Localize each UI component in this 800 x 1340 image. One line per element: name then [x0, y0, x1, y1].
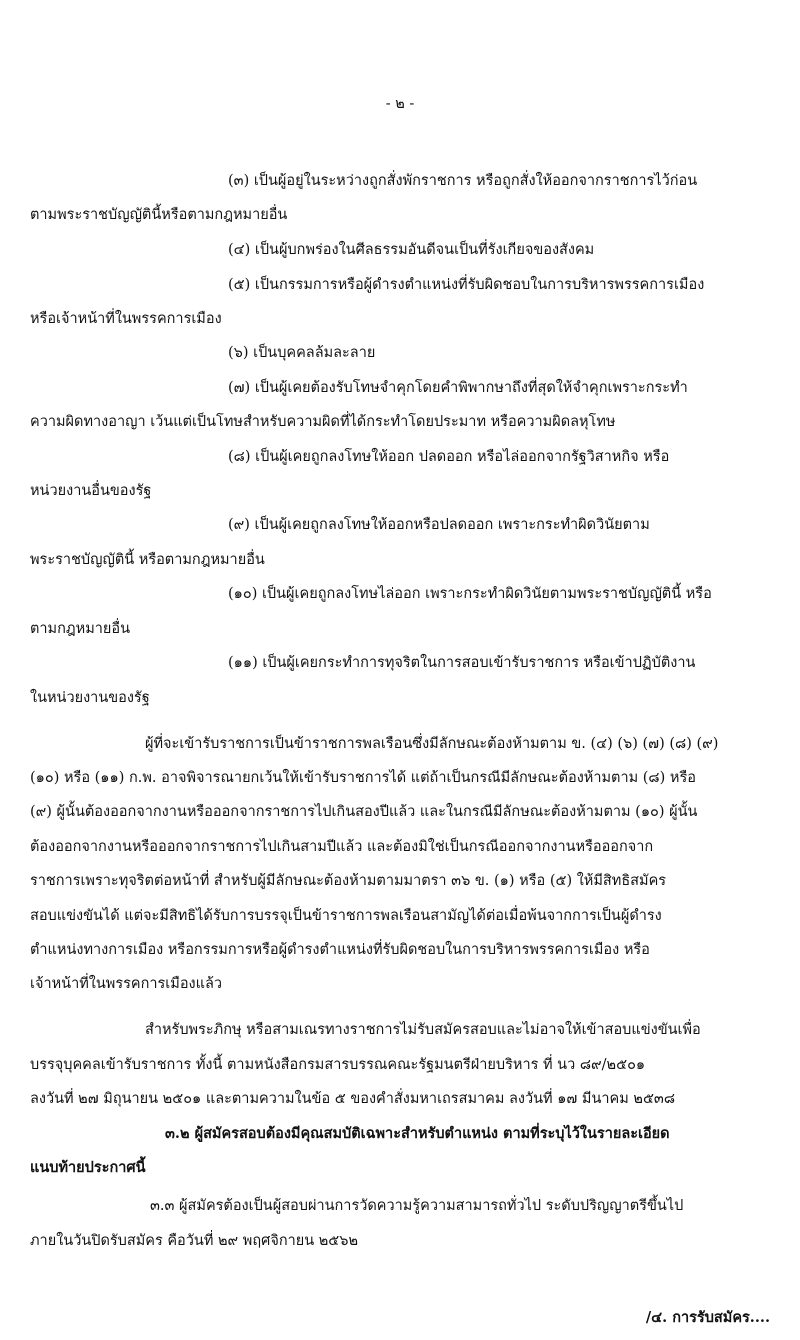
- section-3-2-line-1: ๓.๒ ผู้สมัครสอบต้องมีคุณสมบัติเฉพาะสำหรับตำแหน่ง ตามที่ระบุไว้ในรายละเอียด: [165, 1125, 670, 1142]
- clause-5-line-2: หรือเจ้าหน้าที่ในพรรคการเมือง: [30, 311, 222, 327]
- clause-8-line-2: หน่วยงานอื่นของรัฐ: [30, 483, 152, 499]
- clause-10-line-2: ตามกฎหมายอื่น: [30, 621, 131, 637]
- clause-4-line-1: (๔) เป็นผู้บกพร่องในศีลธรรมอันดีจนเป็นที่รังเกียจของสังคม: [228, 242, 595, 258]
- clause-11-line-1: (๑๑) เป็นผู้เคยกระทำการทุจริตในการสอบเข้ารับราชการ หรือเข้าปฏิบัติงาน: [228, 655, 696, 671]
- section-3-3-line-1: ๓.๓ ผู้สมัครต้องเป็นผู้สอบผ่านการวัดความรู้ความสามารถทั่วไป ระดับปริญญาตรีขึ้นไป: [150, 1198, 684, 1214]
- clause-3-line-1: (๓) เป็นผู้อยู่ในระหว่างถูกสั่งพักราชการ หรือถูกสั่งให้ออกจากราชการไว้ก่อน: [228, 173, 698, 189]
- exception-paragraph-line: (๑๐) หรือ (๑๑) ก.พ. อาจพิจารณายกเว้นให้เข้ารับราชการได้ แต่ถ้าเป็นกรณีมีลักษณะต้องห้ามตาม (๘) หรือ: [30, 770, 696, 786]
- page-number: - ๒ -: [385, 96, 415, 112]
- clause-5-line-1: (๕) เป็นกรรมการหรือผู้ดำรงตำแหน่งที่รับผิดชอบในการบริหารพรรคการเมือง: [228, 277, 705, 293]
- clause-10-line-1: (๑๐) เป็นผู้เคยถูกลงโทษไล่ออก เพราะกระทำผิดวินัยตามพระราชบัญญัตินี้ หรือ: [228, 586, 712, 602]
- clause-6-line-1: (๖) เป็นบุคคลล้มละลาย: [228, 345, 376, 361]
- monk-paragraph-line: ลงวันที่ ๒๗ มิถุนายน ๒๕๐๑ และตามความในข้อ ๕ ของคำสั่งมหาเถรสมาคม ลงวันที่ ๑๗ มีนาคม ๒๕๓๘: [30, 1091, 676, 1107]
- exception-paragraph-line: ผู้ที่จะเข้ารับราชการเป็นข้าราชการพลเรือนซึ่งมีลักษณะต้องห้ามตาม ข. (๔) (๖) (๗) (๘) (๙): [145, 736, 719, 752]
- section-3-2-line-2: แนบท้ายประกาศนี้: [30, 1159, 146, 1176]
- clause-7-line-1: (๗) เป็นผู้เคยต้องรับโทษจำคุกโดยคำพิพากษาถึงที่สุดให้จำคุกเพราะกระทำ: [228, 380, 688, 396]
- clause-8-line-1: (๘) เป็นผู้เคยถูกลงโทษให้ออก ปลดออก หรือไล่ออกจากรัฐวิสาหกิจ หรือ: [228, 449, 670, 465]
- exception-paragraph-line: ต้องออกจากงานหรือออกจากราชการไปเกินสามปีแล้ว และต้องมิใช่เป็นกรณีออกจากงานหรือออกจาก: [30, 839, 654, 855]
- section-3-3-line-2: ภายในวันปิดรับสมัคร คือวันที่ ๒๙ พฤศจิกายน ๒๕๖๒: [30, 1233, 359, 1249]
- exception-paragraph-line: ราชการเพราะทุจริตต่อหน้าที่ สำหรับผู้มีลักษณะต้องห้ามตามมาตรา ๓๖ ข. (๑) หรือ (๕) ให้มีสิทธิสมัคร: [30, 873, 667, 889]
- clause-9-line-2: พระราชบัญญัตินี้ หรือตามกฎหมายอื่น: [30, 552, 265, 568]
- clause-3-line-2: ตามพระราชบัญญัตินี้หรือตามกฎหมายอื่น: [30, 207, 288, 223]
- clause-9-line-1: (๙) เป็นผู้เคยถูกลงโทษให้ออกหรือปลดออก เพราะกระทำผิดวินัยตาม: [228, 517, 650, 533]
- exception-paragraph-line: (๙) ผู้นั้นต้องออกจากงานหรือออกจากราชการไปเกินสองปีแล้ว และในกรณีมีลักษณะต้องห้ามตาม (๑๐) ผู้นั้น: [30, 804, 698, 820]
- monk-paragraph-line: สำหรับพระภิกษุ หรือสามเณรทางราชการไม่รับสมัครสอบและไม่อาจให้เข้าสอบแข่งขันเพื่อ: [145, 1022, 701, 1038]
- monk-paragraph-line: บรรจุบุคคลเข้ารับราชการ ทั้งนี้ ตามหนังสือกรมสารบรรณคณะรัฐมนตรีฝ่ายบริหาร ที่ นว ๘๙/๒๕๐๑: [30, 1057, 646, 1073]
- continuation-marker: /๔. การรับสมัคร....: [645, 1309, 770, 1326]
- clause-11-line-2: ในหน่วยงานของรัฐ: [30, 690, 150, 706]
- clause-7-line-2: ความผิดทางอาญา เว้นแต่เป็นโทษสำหรับความผิดที่ได้กระทำโดยประมาท หรือความผิดลหุโทษ: [30, 414, 616, 430]
- exception-paragraph-line: ตำแหน่งทางการเมือง หรือกรรมการหรือผู้ดำรงตำแหน่งที่รับผิดชอบในการบริหารพรรคการเมือง หรือ: [30, 942, 650, 958]
- exception-paragraph-line: เจ้าหน้าที่ในพรรคการเมืองแล้ว: [30, 976, 222, 992]
- exception-paragraph-line: สอบแข่งขันได้ แต่จะมีสิทธิได้รับการบรรจุเป็นข้าราชการพลเรือนสามัญได้ต่อเมื่อพ้นจากการเป็นผู้ดำรง: [30, 908, 662, 924]
